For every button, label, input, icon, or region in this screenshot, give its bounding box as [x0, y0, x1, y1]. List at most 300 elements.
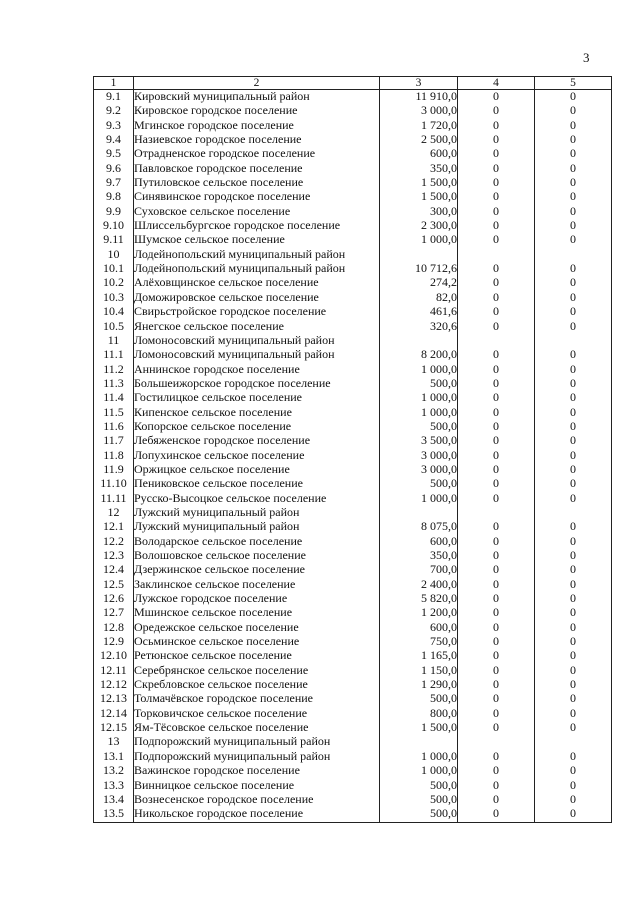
- amount-cell: 500,0: [380, 477, 458, 491]
- amount-cell: 3 000,0: [380, 449, 458, 463]
- column-5-cell: 0: [535, 707, 612, 721]
- municipality-name-cell: Пениковское сельское поселение: [134, 477, 380, 491]
- table-row: [94, 707, 612, 721]
- page-number: 3: [583, 50, 590, 65]
- column-5-cell: 0: [535, 377, 612, 391]
- row-number-cell: 11: [94, 334, 134, 348]
- municipality-name-cell: Дзержинское сельское поселение: [134, 563, 380, 577]
- column-5-cell: 0: [535, 176, 612, 190]
- header-col-5: 5: [535, 77, 612, 90]
- row-number-cell: 9.6: [94, 162, 134, 176]
- row-number-cell: 13.4: [94, 793, 134, 807]
- column-5-cell: 0: [535, 233, 612, 247]
- municipality-name-cell: Володарское сельское поселение: [134, 535, 380, 549]
- amount-cell: 10 712,6: [380, 262, 458, 276]
- municipality-name-cell: Толмачёвское городское поселение: [134, 692, 380, 706]
- column-5-cell: 0: [535, 363, 612, 377]
- municipality-name-cell: Ломоносовский муниципальный район: [134, 348, 380, 362]
- table-row: [94, 664, 612, 678]
- column-5-cell: 0: [535, 477, 612, 491]
- row-number-cell: 13.2: [94, 764, 134, 778]
- row-number-cell: 11.10: [94, 477, 134, 491]
- table-row: [94, 635, 612, 649]
- amount-cell: 1 165,0: [380, 649, 458, 663]
- column-5-cell: 0: [535, 563, 612, 577]
- amount-cell: 8 200,0: [380, 348, 458, 362]
- table-row: [94, 119, 612, 133]
- table-row: [94, 735, 612, 749]
- column-5-cell: 0: [535, 291, 612, 305]
- municipality-name-cell: Ломоносовский муниципальный район: [134, 334, 380, 348]
- column-5-cell: 0: [535, 420, 612, 434]
- municipality-name-cell: Лужское городское поселение: [134, 592, 380, 606]
- column-5-cell: 0: [535, 434, 612, 448]
- row-number-cell: 9.7: [94, 176, 134, 190]
- table-row: [94, 592, 612, 606]
- row-number-cell: 12.6: [94, 592, 134, 606]
- municipality-name-cell: Вознесенское городское поселение: [134, 793, 380, 807]
- column-4-cell: 0: [458, 348, 535, 362]
- column-4-cell: 0: [458, 606, 535, 620]
- municipality-name-cell: Гостилицкое сельское поселение: [134, 391, 380, 405]
- column-5-cell: [535, 334, 612, 348]
- table-row: [94, 678, 612, 692]
- column-5-cell: 0: [535, 119, 612, 133]
- row-number-cell: 10.5: [94, 320, 134, 334]
- column-5-cell: 0: [535, 406, 612, 420]
- amount-cell: 1 500,0: [380, 190, 458, 204]
- column-5-cell: 0: [535, 793, 612, 807]
- municipality-name-cell: Подпорожский муниципальный район: [134, 735, 380, 749]
- row-number-cell: 13.1: [94, 750, 134, 764]
- column-4-cell: 0: [458, 678, 535, 692]
- row-number-cell: 11.1: [94, 348, 134, 362]
- column-4-cell: [458, 248, 535, 262]
- amount-cell: 750,0: [380, 635, 458, 649]
- column-4-cell: 0: [458, 104, 535, 118]
- row-number-cell: 13: [94, 735, 134, 749]
- row-number-cell: 12.5: [94, 578, 134, 592]
- amount-cell: 1 000,0: [380, 764, 458, 778]
- column-5-cell: 0: [535, 348, 612, 362]
- municipality-name-cell: Лодейнопольский муниципальный район: [134, 262, 380, 276]
- table-row: [94, 779, 612, 793]
- column-4-cell: 0: [458, 147, 535, 161]
- municipality-name-cell: Оржицкое сельское поселение: [134, 463, 380, 477]
- amount-cell: 500,0: [380, 807, 458, 822]
- municipality-name-cell: Русско-Высоцкое сельское поселение: [134, 492, 380, 506]
- column-4-cell: 0: [458, 563, 535, 577]
- municipality-name-cell: Янегское сельское поселение: [134, 320, 380, 334]
- row-number-cell: 13.5: [94, 807, 134, 822]
- column-4-cell: 0: [458, 707, 535, 721]
- table-row: [94, 176, 612, 190]
- table-row: [94, 807, 612, 822]
- municipality-name-cell: Мшинское сельское поселение: [134, 606, 380, 620]
- table-row: [94, 649, 612, 663]
- table-row: [94, 764, 612, 778]
- municipality-name-cell: Отрадненское городское поселение: [134, 147, 380, 161]
- row-number-cell: 12.3: [94, 549, 134, 563]
- municipality-name-cell: Лопухинское сельское поселение: [134, 449, 380, 463]
- table-row: [94, 248, 612, 262]
- amount-cell: 300,0: [380, 205, 458, 219]
- column-4-cell: 0: [458, 119, 535, 133]
- amount-cell: 800,0: [380, 707, 458, 721]
- column-5-cell: 0: [535, 807, 612, 822]
- amount-cell: 1 000,0: [380, 406, 458, 420]
- column-4-cell: 0: [458, 291, 535, 305]
- amount-cell: 350,0: [380, 549, 458, 563]
- row-number-cell: 11.8: [94, 449, 134, 463]
- amount-cell: 1 290,0: [380, 678, 458, 692]
- amount-cell: 3 500,0: [380, 434, 458, 448]
- column-4-cell: 0: [458, 477, 535, 491]
- table-row: [94, 147, 612, 161]
- column-4-cell: 0: [458, 535, 535, 549]
- amount-cell: 1 000,0: [380, 233, 458, 247]
- table-row: [94, 262, 612, 276]
- column-5-cell: 0: [535, 147, 612, 161]
- row-number-cell: 12.9: [94, 635, 134, 649]
- municipality-name-cell: Волошовское сельское поселение: [134, 549, 380, 563]
- row-number-cell: 9.3: [94, 119, 134, 133]
- column-5-cell: 0: [535, 692, 612, 706]
- table-row: [94, 276, 612, 290]
- municipality-name-cell: Лужский муниципальный район: [134, 520, 380, 534]
- municipality-name-cell: Синявинское городское поселение: [134, 190, 380, 204]
- row-number-cell: 10.2: [94, 276, 134, 290]
- column-4-cell: 0: [458, 162, 535, 176]
- column-4-cell: [458, 506, 535, 520]
- column-4-cell: 0: [458, 305, 535, 319]
- municipality-name-cell: Подпорожский муниципальный район: [134, 750, 380, 764]
- amount-cell: 1 000,0: [380, 391, 458, 405]
- column-4-cell: 0: [458, 420, 535, 434]
- column-4-cell: 0: [458, 176, 535, 190]
- column-5-cell: 0: [535, 190, 612, 204]
- table-header: [94, 77, 612, 90]
- amount-cell: 600,0: [380, 621, 458, 635]
- column-5-cell: 0: [535, 205, 612, 219]
- municipality-name-cell: Ретюнское сельское поселение: [134, 649, 380, 663]
- row-number-cell: 11.6: [94, 420, 134, 434]
- municipality-name-cell: Важинское городское поселение: [134, 764, 380, 778]
- municipality-name-cell: Павловское городское поселение: [134, 162, 380, 176]
- table-row: [94, 563, 612, 577]
- municipality-name-cell: Свирьстройское городское поселение: [134, 305, 380, 319]
- amount-cell: 3 000,0: [380, 104, 458, 118]
- row-number-cell: 12.13: [94, 692, 134, 706]
- municipality-name-cell: Путиловское сельское поселение: [134, 176, 380, 190]
- table-row: [94, 305, 612, 319]
- amount-cell: 1 500,0: [380, 721, 458, 735]
- column-4-cell: 0: [458, 391, 535, 405]
- row-number-cell: 11.2: [94, 363, 134, 377]
- column-4-cell: 0: [458, 406, 535, 420]
- municipality-name-cell: Назиевское городское поселение: [134, 133, 380, 147]
- municipality-name-cell: Лодейнопольский муниципальный район: [134, 248, 380, 262]
- column-5-cell: 0: [535, 162, 612, 176]
- municipality-name-cell: Суховское сельское поселение: [134, 205, 380, 219]
- column-5-cell: 0: [535, 750, 612, 764]
- column-5-cell: 0: [535, 535, 612, 549]
- amount-cell: 1 720,0: [380, 119, 458, 133]
- table-row: [94, 377, 612, 391]
- table-row: [94, 535, 612, 549]
- column-4-cell: [458, 334, 535, 348]
- row-number-cell: 10.3: [94, 291, 134, 305]
- table-row: [94, 334, 612, 348]
- table-row: [94, 463, 612, 477]
- row-number-cell: 10.1: [94, 262, 134, 276]
- column-5-cell: 0: [535, 276, 612, 290]
- column-5-cell: 0: [535, 664, 612, 678]
- municipality-name-cell: Копорское сельское поселение: [134, 420, 380, 434]
- table-row: [94, 449, 612, 463]
- table-row: [94, 233, 612, 247]
- amount-cell: 2 400,0: [380, 578, 458, 592]
- table-row: [94, 477, 612, 491]
- column-5-cell: 0: [535, 721, 612, 735]
- column-4-cell: 0: [458, 363, 535, 377]
- column-5-cell: 0: [535, 104, 612, 118]
- column-4-cell: 0: [458, 205, 535, 219]
- header-col-1: 1: [94, 77, 134, 90]
- table-row: [94, 348, 612, 362]
- row-number-cell: 12: [94, 506, 134, 520]
- column-5-cell: 0: [535, 305, 612, 319]
- column-5-cell: 0: [535, 520, 612, 534]
- municipality-name-cell: Кипенское сельское поселение: [134, 406, 380, 420]
- amount-cell: 82,0: [380, 291, 458, 305]
- column-5-cell: 0: [535, 621, 612, 635]
- municipality-name-cell: Алёховщинское сельское поселение: [134, 276, 380, 290]
- column-4-cell: 0: [458, 664, 535, 678]
- row-number-cell: 12.1: [94, 520, 134, 534]
- column-4-cell: 0: [458, 520, 535, 534]
- amount-cell: 8 075,0: [380, 520, 458, 534]
- row-number-cell: 11.4: [94, 391, 134, 405]
- amount-cell: [380, 506, 458, 520]
- row-number-cell: 12.11: [94, 664, 134, 678]
- table-row: [94, 219, 612, 233]
- municipality-name-cell: Аннинское городское поселение: [134, 363, 380, 377]
- column-4-cell: 0: [458, 779, 535, 793]
- column-5-cell: 0: [535, 90, 612, 105]
- table-row: [94, 606, 612, 620]
- municipality-name-cell: Лужский муниципальный район: [134, 506, 380, 520]
- row-number-cell: 9.2: [94, 104, 134, 118]
- amount-cell: 500,0: [380, 779, 458, 793]
- column-5-cell: 0: [535, 678, 612, 692]
- table-row: [94, 162, 612, 176]
- row-number-cell: 9.5: [94, 147, 134, 161]
- municipality-name-cell: Кировский муниципальный район: [134, 90, 380, 105]
- column-5-cell: [535, 735, 612, 749]
- column-4-cell: 0: [458, 793, 535, 807]
- amount-cell: 5 820,0: [380, 592, 458, 606]
- municipality-name-cell: Осьминское сельское поселение: [134, 635, 380, 649]
- row-number-cell: 12.7: [94, 606, 134, 620]
- municipality-name-cell: Никольское городское поселение: [134, 807, 380, 822]
- row-number-cell: 9.8: [94, 190, 134, 204]
- column-4-cell: 0: [458, 449, 535, 463]
- column-5-cell: [535, 248, 612, 262]
- row-number-cell: 12.12: [94, 678, 134, 692]
- amount-cell: 1 200,0: [380, 606, 458, 620]
- amount-cell: 2 300,0: [380, 219, 458, 233]
- amount-cell: 500,0: [380, 692, 458, 706]
- column-5-cell: 0: [535, 578, 612, 592]
- row-number-cell: 12.14: [94, 707, 134, 721]
- column-4-cell: 0: [458, 764, 535, 778]
- row-number-cell: 9.10: [94, 219, 134, 233]
- municipality-name-cell: Торковичское сельское поселение: [134, 707, 380, 721]
- row-number-cell: 9.9: [94, 205, 134, 219]
- row-number-cell: 12.2: [94, 535, 134, 549]
- amount-cell: 600,0: [380, 535, 458, 549]
- amount-cell: 3 000,0: [380, 463, 458, 477]
- column-4-cell: 0: [458, 463, 535, 477]
- table-row: [94, 692, 612, 706]
- table-row: [94, 750, 612, 764]
- header-col-3: 3: [380, 77, 458, 90]
- table-row: [94, 320, 612, 334]
- amount-cell: [380, 334, 458, 348]
- column-5-cell: 0: [535, 764, 612, 778]
- amount-cell: 500,0: [380, 793, 458, 807]
- row-number-cell: 13.3: [94, 779, 134, 793]
- municipality-name-cell: Шумское сельское поселение: [134, 233, 380, 247]
- row-number-cell: 12.15: [94, 721, 134, 735]
- table-row: [94, 721, 612, 735]
- row-number-cell: 10: [94, 248, 134, 262]
- table-row: [94, 506, 612, 520]
- row-number-cell: 12.4: [94, 563, 134, 577]
- amount-cell: 1 000,0: [380, 492, 458, 506]
- row-number-cell: 9.11: [94, 233, 134, 247]
- column-5-cell: 0: [535, 133, 612, 147]
- table-row: [94, 406, 612, 420]
- municipality-name-cell: Большеижорское городское поселение: [134, 377, 380, 391]
- column-4-cell: 0: [458, 276, 535, 290]
- row-number-cell: 10.4: [94, 305, 134, 319]
- amount-cell: 500,0: [380, 377, 458, 391]
- row-number-cell: 11.11: [94, 492, 134, 506]
- column-4-cell: 0: [458, 635, 535, 649]
- municipality-name-cell: Заклинское сельское поселение: [134, 578, 380, 592]
- column-5-cell: 0: [535, 592, 612, 606]
- header-row: [94, 77, 612, 90]
- amount-cell: 320,6: [380, 320, 458, 334]
- column-5-cell: 0: [535, 549, 612, 563]
- header-col-4: 4: [458, 77, 535, 90]
- row-number-cell: 9.4: [94, 133, 134, 147]
- column-4-cell: 0: [458, 807, 535, 822]
- column-4-cell: 0: [458, 233, 535, 247]
- amount-cell: 350,0: [380, 162, 458, 176]
- amount-cell: 1 000,0: [380, 363, 458, 377]
- column-4-cell: 0: [458, 377, 535, 391]
- table-row: [94, 291, 612, 305]
- table-row: [94, 520, 612, 534]
- column-4-cell: 0: [458, 133, 535, 147]
- column-4-cell: 0: [458, 320, 535, 334]
- amount-cell: 461,6: [380, 305, 458, 319]
- table-row: [94, 578, 612, 592]
- column-4-cell: 0: [458, 578, 535, 592]
- amount-cell: 1 500,0: [380, 176, 458, 190]
- column-4-cell: 0: [458, 692, 535, 706]
- column-4-cell: 0: [458, 262, 535, 276]
- municipality-name-cell: Оредежское сельское поселение: [134, 621, 380, 635]
- column-5-cell: 0: [535, 606, 612, 620]
- amount-cell: [380, 735, 458, 749]
- table-row: [94, 434, 612, 448]
- amount-cell: 274,2: [380, 276, 458, 290]
- header-col-2: 2: [134, 77, 380, 90]
- municipality-name-cell: Мгинское городское поселение: [134, 119, 380, 133]
- table-row: [94, 391, 612, 405]
- column-4-cell: 0: [458, 649, 535, 663]
- table-row: [94, 492, 612, 506]
- row-number-cell: 11.7: [94, 434, 134, 448]
- municipality-name-cell: Винницкое сельское поселение: [134, 779, 380, 793]
- column-5-cell: 0: [535, 649, 612, 663]
- row-number-cell: 9.1: [94, 90, 134, 105]
- amount-cell: 700,0: [380, 563, 458, 577]
- row-number-cell: 12.10: [94, 649, 134, 663]
- column-4-cell: 0: [458, 721, 535, 735]
- allocation-table: [93, 76, 612, 823]
- table-row: [94, 190, 612, 204]
- column-5-cell: 0: [535, 492, 612, 506]
- table-row: [94, 104, 612, 118]
- column-5-cell: 0: [535, 449, 612, 463]
- column-4-cell: 0: [458, 621, 535, 635]
- column-5-cell: 0: [535, 779, 612, 793]
- column-4-cell: 0: [458, 190, 535, 204]
- column-5-cell: 0: [535, 219, 612, 233]
- column-4-cell: 0: [458, 592, 535, 606]
- amount-cell: [380, 248, 458, 262]
- column-5-cell: 0: [535, 320, 612, 334]
- column-4-cell: 0: [458, 219, 535, 233]
- amount-cell: 600,0: [380, 147, 458, 161]
- column-4-cell: [458, 735, 535, 749]
- amount-cell: 1 000,0: [380, 750, 458, 764]
- column-5-cell: [535, 506, 612, 520]
- column-5-cell: 0: [535, 463, 612, 477]
- column-5-cell: 0: [535, 635, 612, 649]
- table-row: [94, 205, 612, 219]
- row-number-cell: 11.9: [94, 463, 134, 477]
- amount-cell: 1 150,0: [380, 664, 458, 678]
- table-row: [94, 363, 612, 377]
- municipality-name-cell: Шлиссельбургское городское поселение: [134, 219, 380, 233]
- municipality-name-cell: Ям-Тёсовское сельское поселение: [134, 721, 380, 735]
- column-4-cell: 0: [458, 492, 535, 506]
- table-row: [94, 549, 612, 563]
- table-row: [94, 621, 612, 635]
- municipality-name-cell: Кировское городское поселение: [134, 104, 380, 118]
- amount-cell: 11 910,0: [380, 90, 458, 105]
- municipality-name-cell: Лебяженское городское поселение: [134, 434, 380, 448]
- municipality-name-cell: Доможировское сельское поселение: [134, 291, 380, 305]
- amount-cell: 500,0: [380, 420, 458, 434]
- column-5-cell: 0: [535, 262, 612, 276]
